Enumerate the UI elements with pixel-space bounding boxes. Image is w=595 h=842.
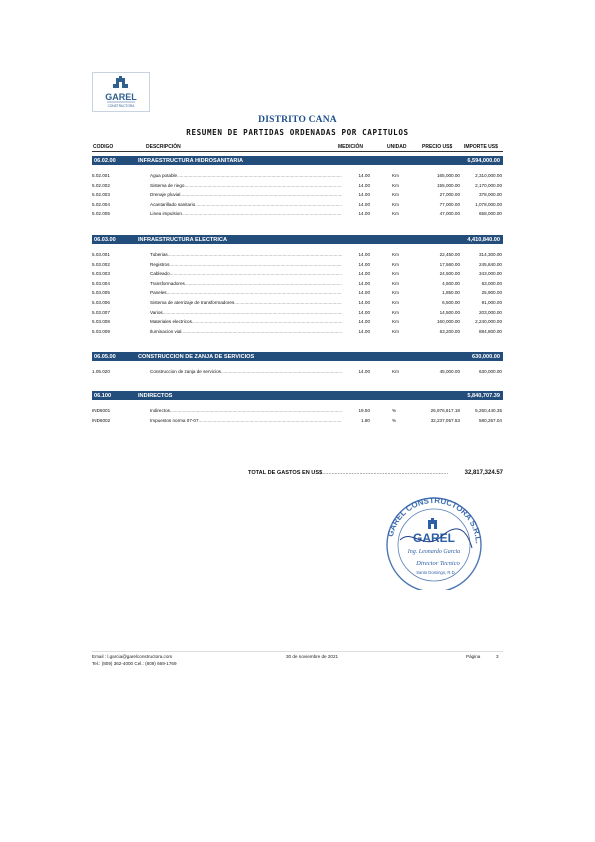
row-description: Cableado ..... <box>150 271 342 276</box>
row-code: 5.03.005 <box>92 290 110 296</box>
row-medicion: 14.00 <box>358 252 370 257</box>
row-precio: 1,850.00 <box>442 290 460 296</box>
table-row <box>92 182 503 192</box>
footer-email: Email : l.garcia@garelconstructora.com <box>92 654 173 659</box>
row-medicion: 14.00 <box>358 211 370 217</box>
row-description: Indirectos ..... <box>150 408 342 413</box>
row-description: Sistema de aterrizaje de transformadores ..... <box>150 300 342 305</box>
document-subtitle: RESUMEN DE PARTIDAS ORDENADAS POR CAPITULOS <box>186 128 409 137</box>
row-importe: 2,240,000.00 <box>475 319 502 325</box>
row-precio: 165,000.00 <box>437 173 460 178</box>
grand-total-label: TOTAL DE GASTOS EN US$ ..... <box>248 470 448 476</box>
row-precio: 27,000.00 <box>439 192 460 198</box>
row-unidad: Km <box>392 192 399 198</box>
section-code: 06.05.00 <box>94 353 116 360</box>
company-stamp <box>372 490 492 590</box>
section-header <box>92 235 503 244</box>
row-description: Transformadores ..... <box>150 281 342 286</box>
row-precio: 47,000.00 <box>439 211 460 217</box>
row-unidad: Km <box>392 211 399 217</box>
row-description: Registros ..... <box>150 262 342 267</box>
row-description: Impuestos norma 07-07 ..... <box>150 418 342 423</box>
row-description: Sistema de riego ..... <box>150 183 342 188</box>
row-importe: 378,000.00 <box>479 192 502 198</box>
document-title: DISTRITO CANA <box>258 115 337 125</box>
row-unidad: Km <box>392 328 399 334</box>
svg-text:CONSTRUCTORA: CONSTRUCTORA <box>107 104 135 108</box>
table-row <box>92 417 503 427</box>
row-medicion: 14.00 <box>358 300 370 305</box>
table-row <box>92 368 503 378</box>
row-unidad: Km <box>392 271 399 277</box>
row-unidad: Km <box>392 182 399 188</box>
col-header-codigo: CODIGO <box>93 144 114 150</box>
footer-page-number: 3 <box>496 654 499 659</box>
row-code: 1.05.020 <box>92 369 110 374</box>
section-code: 06.100 <box>94 392 112 399</box>
row-medicion: 1.80 <box>361 417 370 423</box>
table-row <box>92 318 503 328</box>
row-description: Drenaje pluvial ..... <box>150 192 342 197</box>
row-unidad: Km <box>392 173 399 178</box>
row-unidad: % <box>392 417 397 423</box>
row-precio: 45,000.00 <box>439 369 460 374</box>
row-code: 5.03.008 <box>92 319 110 325</box>
row-code: 5.03.002 <box>92 261 110 267</box>
row-description: Materiales electricos ..... <box>150 319 342 324</box>
row-importe: 203,000.00 <box>479 309 502 315</box>
row-precio: 6,500.00 <box>442 300 460 305</box>
row-description: Acantarillado sanitario ..... <box>150 202 342 207</box>
row-precio: 24,500.00 <box>439 271 460 277</box>
table-row <box>92 210 503 220</box>
row-medicion: 14.00 <box>358 201 370 207</box>
row-unidad: Km <box>392 300 399 305</box>
svg-text:GAREL: GAREL <box>413 531 455 545</box>
row-code: 5.02.003 <box>92 192 110 198</box>
row-importe: 884,800.00 <box>479 328 502 334</box>
row-precio: 14,500.00 <box>439 309 460 315</box>
col-header-descripcion: DESCRIPCIÓN <box>146 144 181 150</box>
row-importe: 25,900.00 <box>481 290 502 296</box>
row-medicion: 14.00 <box>358 290 370 296</box>
row-importe: 630,000.00 <box>479 369 502 374</box>
row-code: 5.03.003 <box>92 271 110 277</box>
svg-text:Ing. Leonardo Garcia: Ing. Leonardo Garcia <box>407 549 461 555</box>
row-importe: 2,170,000.00 <box>475 182 502 188</box>
row-description: Tuberias ..... <box>150 252 342 257</box>
row-unidad: Km <box>392 252 399 257</box>
section-header <box>92 156 503 165</box>
row-importe: 245,840.00 <box>479 261 502 267</box>
row-medicion: 14.00 <box>358 173 370 178</box>
row-unidad: Km <box>392 309 399 315</box>
row-importe: 2,310,000.00 <box>475 173 502 178</box>
row-medicion: 19.50 <box>358 408 370 413</box>
table-row <box>92 309 503 319</box>
section-code: 06.02.00 <box>94 157 116 164</box>
row-precio: 32,237,057.53 <box>430 417 460 423</box>
table-row <box>92 191 503 201</box>
svg-text:Director Tecnico: Director Tecnico <box>416 560 460 567</box>
footer-page-label: Página <box>466 654 481 659</box>
row-code: IND6001 <box>92 408 111 413</box>
table-row <box>92 328 503 338</box>
row-code: 5.03.001 <box>92 252 110 257</box>
row-code: 5.03.009 <box>92 328 110 334</box>
stamp-seal-icon <box>372 490 492 590</box>
row-code: 5.03.004 <box>92 280 110 286</box>
row-description: Agua potable ..... <box>150 173 342 178</box>
row-description: Iluminacion vial ..... <box>150 329 342 334</box>
footer-date: 30 de noviembre de 2021 <box>286 654 339 659</box>
row-precio: 155,000.00 <box>437 182 460 188</box>
row-precio: 17,560.00 <box>439 261 460 267</box>
section-code: 06.03.00 <box>94 236 116 243</box>
row-unidad: Km <box>392 319 399 325</box>
row-medicion: 14.00 <box>358 192 370 198</box>
grand-total-value: 32,817,324.57 <box>464 470 503 476</box>
table-row <box>92 172 503 182</box>
footer-phone: Tel.: (809) 362-4000 Cel.: (809) 669-1769 <box>92 661 177 666</box>
col-header-precio: PRECIO US$ <box>422 144 453 150</box>
row-precio: 4,500.00 <box>442 280 460 286</box>
garel-logo-icon <box>93 73 149 111</box>
table-row <box>92 280 503 290</box>
row-code: 5.02.004 <box>92 201 110 207</box>
row-importe: 5,260,440.35 <box>475 408 502 413</box>
row-importe: 343,000.00 <box>479 271 502 277</box>
row-code: 5.02.002 <box>92 182 110 188</box>
section-name: INDIRECTOS <box>138 392 173 399</box>
table-row <box>92 270 503 280</box>
table-row <box>92 201 503 211</box>
row-description: Paneles ..... <box>150 290 342 295</box>
row-medicion: 14.00 <box>358 309 370 315</box>
row-unidad: % <box>392 408 397 413</box>
col-header-importe: IMPORTE US$ <box>464 144 498 150</box>
row-unidad: Km <box>392 369 399 374</box>
row-description: Construccion de zanja de servicios ..... <box>150 369 342 374</box>
section-name: CONSTRUCCION DE ZANJA DE SERVICIOS <box>138 353 255 360</box>
row-importe: 1,078,000.00 <box>475 201 502 207</box>
row-importe: 63,000.00 <box>481 280 502 286</box>
row-medicion: 14.00 <box>358 369 370 374</box>
section-name: INFRAESTRUCTURA ELECTRICA <box>138 236 227 243</box>
row-code: 5.03.006 <box>92 300 110 305</box>
table-row <box>92 289 503 299</box>
section-total: 6,594,000.00 <box>467 157 500 164</box>
row-importe: 91,000.00 <box>481 300 502 305</box>
row-precio: 22,450.00 <box>439 252 460 257</box>
row-medicion: 14.00 <box>358 271 370 277</box>
col-header-medicion: MEDICIÓN <box>338 144 363 150</box>
row-precio: 77,000.00 <box>439 201 460 207</box>
company-logo <box>92 72 150 112</box>
row-precio: 63,200.00 <box>439 328 460 334</box>
row-description: Varios ..... <box>150 310 342 315</box>
row-unidad: Km <box>392 201 399 207</box>
footer-rule <box>92 651 503 652</box>
table-row <box>92 407 503 417</box>
table-row <box>92 261 503 271</box>
section-header <box>92 391 503 400</box>
row-importe: 658,000.00 <box>479 211 502 217</box>
section-total: 4,410,840.00 <box>467 236 500 243</box>
table-row <box>92 251 503 261</box>
row-precio: 160,000.00 <box>437 319 460 325</box>
header-rule <box>92 151 503 152</box>
row-medicion: 14.00 <box>358 182 370 188</box>
row-medicion: 14.00 <box>358 261 370 267</box>
row-code: 5.03.007 <box>92 309 110 315</box>
svg-text:GAREL CONSTRUCTORA S.R.L.: GAREL CONSTRUCTORA S.R.L. <box>385 495 483 545</box>
row-code: 5.02.001 <box>92 173 110 178</box>
row-unidad: Km <box>392 280 399 286</box>
section-total: 5,840,707.39 <box>467 392 500 399</box>
row-description: Linea impulsion ..... <box>150 211 342 216</box>
svg-text:GAREL: GAREL <box>105 92 137 102</box>
section-total: 630,000.00 <box>472 353 500 360</box>
row-importe: 314,300.00 <box>479 252 502 257</box>
col-header-unidad: UNIDAD <box>387 144 407 150</box>
row-precio: 26,976,617.18 <box>430 408 460 413</box>
row-medicion: 14.00 <box>358 319 370 325</box>
section-header <box>92 352 503 361</box>
row-unidad: Km <box>392 290 399 296</box>
table-row <box>92 299 503 309</box>
section-name: INFRAESTRUCTURA HIDROSANITARIA <box>138 157 244 164</box>
row-code: 5.02.005 <box>92 211 110 217</box>
row-medicion: 14.00 <box>358 328 370 334</box>
row-code: IND6002 <box>92 417 111 423</box>
row-medicion: 14.00 <box>358 280 370 286</box>
svg-text:Santo Domingo, R.D.: Santo Domingo, R.D. <box>416 570 456 575</box>
row-importe: 580,267.04 <box>479 417 502 423</box>
row-unidad: Km <box>392 261 399 267</box>
